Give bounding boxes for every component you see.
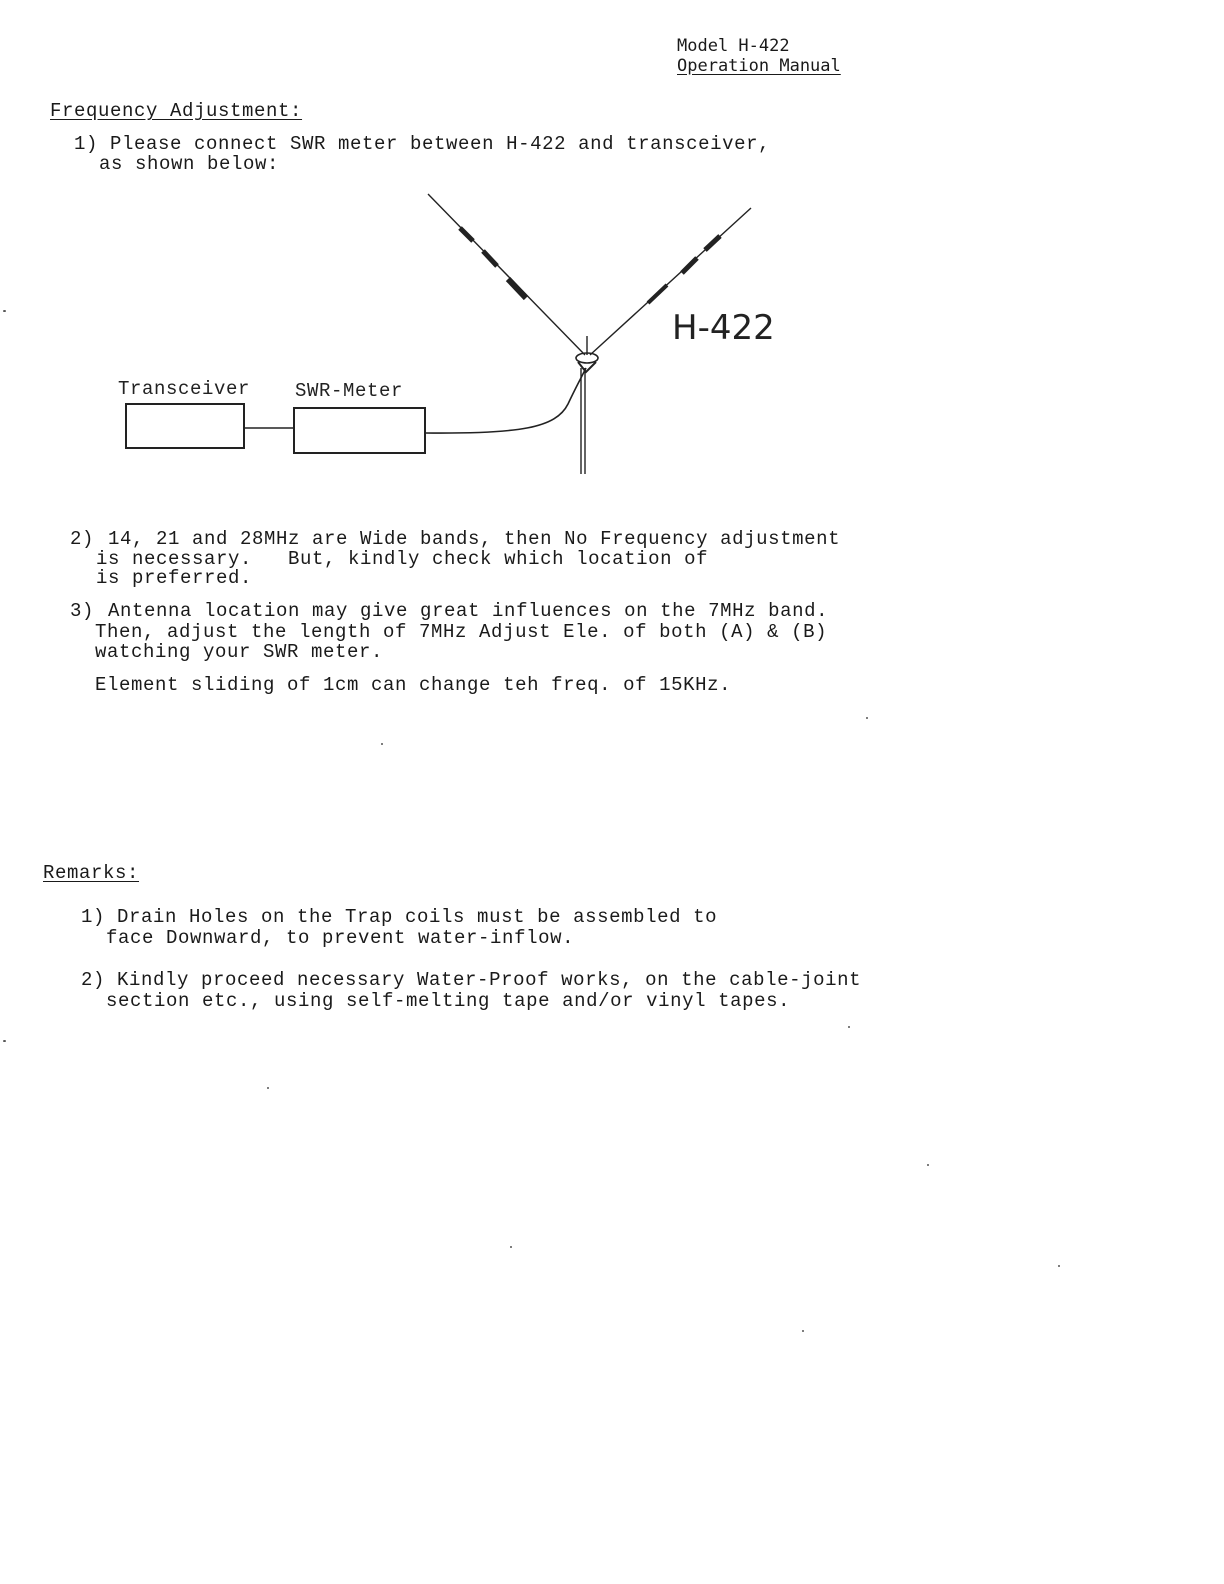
step2-line3: is preferred.	[96, 567, 253, 589]
scan-speck	[3, 310, 6, 312]
right-trap-coil	[648, 285, 667, 303]
step3-line3: watching your SWR meter.	[95, 641, 384, 663]
right-trap-coil	[705, 236, 720, 250]
step2-line1: 14, 21 and 28MHz are Wide bands, then No Frequency adjustment	[108, 528, 841, 550]
scan-speck	[866, 717, 868, 719]
antenna-label: H-422	[672, 308, 775, 348]
scan-speck	[802, 1330, 804, 1332]
step3-line2: Then, adjust the length of 7MHz Adjust Ele. of both (A) & (B)	[95, 621, 828, 643]
coax-feedline	[425, 368, 586, 433]
transceiver-label: Transceiver	[118, 378, 251, 400]
left-trap-coil	[483, 251, 497, 266]
manual-title: Operation Manual	[677, 56, 841, 76]
transceiver-box	[126, 404, 244, 448]
remark1-line1: 1) Drain Holes on the Trap coils must be assembled to	[81, 906, 718, 928]
step2-number: 2)	[70, 528, 95, 550]
left-element	[428, 194, 585, 355]
step2-line2: is necessary. But, kindly check which location of	[96, 548, 709, 570]
left-trap-coil	[460, 228, 473, 241]
sliding-note: Element sliding of 1cm can change teh freq. of 15KHz.	[95, 674, 732, 696]
left-trap-coil	[508, 279, 526, 298]
step3-number: 3)	[70, 600, 95, 622]
scan-speck	[267, 1087, 269, 1089]
remarks-heading: Remarks:	[43, 862, 140, 884]
scan-speck	[510, 1246, 512, 1248]
frequency-heading: Frequency Adjustment:	[50, 100, 303, 122]
scan-speck	[927, 1164, 929, 1166]
model-label: Model H-422	[677, 36, 790, 56]
swr-meter-box	[294, 408, 425, 453]
remark2-line2: section etc., using self-melting tape and/or vinyl tapes.	[106, 990, 791, 1012]
scan-speck	[3, 1040, 6, 1042]
remark1-line2: face Downward, to prevent water-inflow.	[106, 927, 575, 949]
right-trap-coil	[682, 258, 697, 273]
step3-line1: Antenna location may give great influences on the 7MHz band.	[108, 600, 829, 622]
step1-line2: as shown below:	[99, 153, 280, 175]
swr-meter-label: SWR-Meter	[295, 380, 404, 402]
scan-speck	[848, 1026, 850, 1028]
remark2-line1: 2) Kindly proceed necessary Water-Proof works, on the cable-joint	[81, 969, 862, 991]
scan-speck	[1058, 1265, 1060, 1267]
scan-speck	[381, 743, 383, 745]
step1-line1: 1) Please connect SWR meter between H-422 and transceiver,	[74, 133, 771, 155]
